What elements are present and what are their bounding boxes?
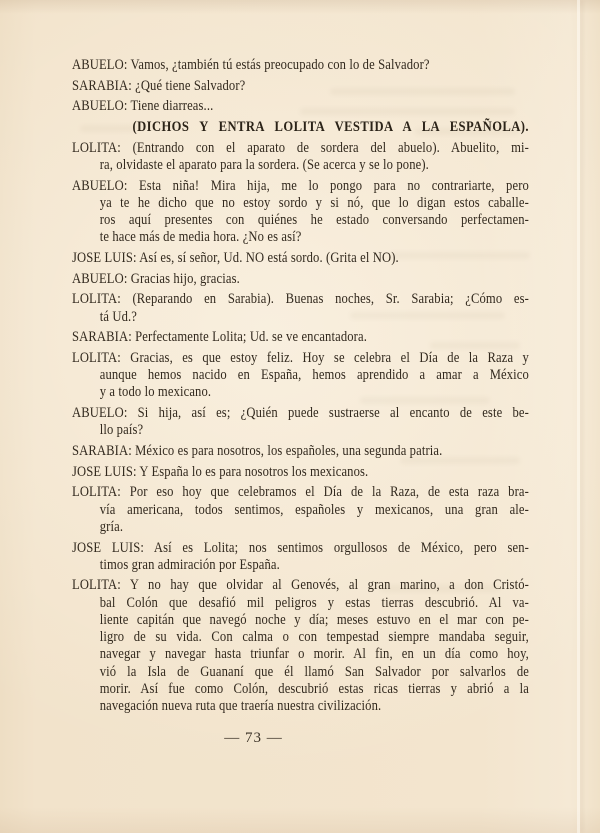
dialogue-paragraph	[72, 271, 529, 288]
text-line: LOLITA: Gracias, es que estoy feliz. Hoy se celebra el Día de la Raza y	[72, 350, 529, 367]
stage-direction	[72, 119, 529, 136]
text-line: ABUELO: Gracias hijo, gracias.	[72, 270, 240, 287]
text-line: vía americana, todos sentimos, españoles y mexicanos, una gran ale-	[99, 501, 529, 518]
dialogue-paragraph	[72, 140, 529, 174]
text-line: ra, olvidaste el aparato para la sordera. (Se acerca y se lo pone).	[99, 157, 429, 174]
dialogue-paragraph	[72, 98, 529, 115]
text-line: gría.	[99, 518, 124, 535]
dialogue-paragraph	[72, 405, 529, 439]
dialogue-paragraph	[72, 350, 529, 402]
text-line: y a todo lo mexicano.	[99, 384, 212, 401]
text-line: ABUELO: Vamos, ¿también tú estás preocupado con lo de Salvador?	[72, 57, 430, 73]
text-line: timos gran admiración por España.	[99, 556, 280, 573]
text-line: JOSE LUIS: Así es Lolita; nos sentimos orgullosos de México, pero sen-	[72, 539, 529, 556]
text-line: ABUELO: Si hija, así es; ¿Quién puede sustraerse al encanto de este be-	[72, 405, 529, 422]
text-line: liente capitán que navegó noche y día; meses estuvo en el mar con pe-	[99, 611, 529, 628]
text-line: LOLITA: Por eso hoy que celebramos el Día de la Raza, de esta raza bra-	[72, 484, 529, 501]
text-line: vió la Isla de Guananí que él llamó San Salvador por salvarlos de	[99, 663, 529, 680]
text-line: (DICHOS Y ENTRA LOLITA VESTIDA A LA ESPAÑOLA).	[132, 119, 529, 136]
dialogue-paragraph	[72, 577, 529, 715]
text-line: SARABIA: México es para nosotros, los españoles, una segunda patria.	[72, 443, 443, 460]
text-line: SARABIA: Perfectamente Lolita; Ud. se ve encantadora.	[72, 329, 367, 346]
dialogue-paragraph	[72, 57, 529, 74]
text-line: aunque hemos nacido en España, hemos aprendido a amar a México	[99, 367, 529, 384]
text-line: llo país?	[99, 422, 144, 439]
text-line: bal Colón que desafió mil peligros y estas tierras descubrió. Al va-	[99, 594, 529, 611]
text-line: ligro de su vida. Con calma o con tempestad siempre mandaba seguir,	[99, 629, 529, 646]
paper-bottom-shade	[0, 807, 600, 833]
text-line: morir. Así fue como Colón, descubrió estas ricas tierras y abrió a la	[99, 680, 529, 697]
text-line: JOSE LUIS: Y España lo es para nosotros los mexicanos.	[72, 463, 369, 480]
text-line: SARABIA: ¿Qué tiene Salvador?	[72, 77, 246, 94]
page-number: — 73 —	[224, 730, 283, 746]
dialogue-paragraph	[72, 78, 529, 95]
dialogue-paragraph	[72, 464, 529, 481]
dialogue-paragraph	[72, 443, 529, 460]
dialogue-paragraph	[72, 484, 529, 536]
text-line: JOSE LUIS: Así es, sí señor, Ud. NO está sordo. (Grita el NO).	[72, 250, 399, 267]
dialogue-paragraph	[72, 250, 529, 267]
text-line: ros aquí presentes con quiénes he estado conversando perfectamen-	[99, 212, 529, 229]
dialogue-paragraph	[72, 178, 529, 247]
text-line: LOLITA: (Entrando con el aparato de sordera del abuelo). Abuelito, mi-	[72, 139, 529, 156]
text-line: navegación nueva ruta que traería nuestra civilización.	[99, 697, 382, 714]
text-line: navegar y navegar hasta triunfar o morir. Al fin, en un día como hoy,	[99, 646, 529, 663]
text-line: ya te he dicho que no estoy sordo y si nó, que lo digan estos caballe-	[99, 194, 529, 211]
text-line: LOLITA: (Reparando en Sarabia). Buenas noches, Sr. Sarabia; ¿Cómo es-	[72, 291, 529, 308]
text-line: tá Ud.?	[99, 308, 137, 325]
text-line: ABUELO: Esta niña! Mira hija, me lo pongo para no contrariarte, pero	[72, 177, 529, 194]
dialogue-paragraph	[72, 540, 529, 574]
dialogue-paragraph	[72, 291, 529, 325]
paper-top-shade	[0, 0, 600, 14]
page-edge-highlight	[577, 0, 580, 833]
text-line: te hace más de media hora. ¿No es así?	[99, 229, 302, 246]
text-line: ABUELO: Tiene diarreas...	[72, 98, 214, 115]
script-text-block	[72, 57, 529, 719]
text-line: LOLITA: Y no hay que olvidar al Genovés, al gran marino, a don Cristó-	[72, 577, 529, 594]
dialogue-paragraph	[72, 329, 529, 346]
